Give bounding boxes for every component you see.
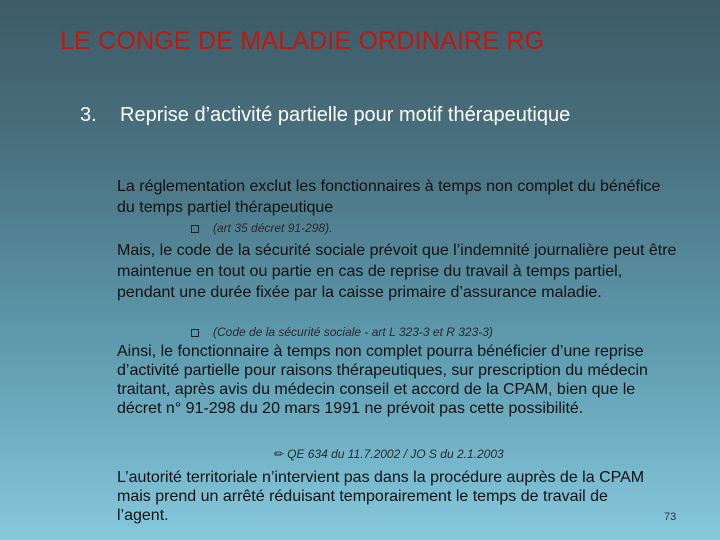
reference-decret-text: (art 35 décret 91-298). xyxy=(213,221,333,235)
paragraph-code-securite-sociale: Mais, le code de la sécurité sociale prévoit que l’indemnité journalière peut être maintenue en tout ou partie en cas de reprise du travail à temps partiel, pendant une durée fixée par la caisse primaire d’assurance maladie. xyxy=(117,242,677,301)
section-heading-text: Reprise d’activité partielle pour motif thérapeutique xyxy=(120,104,571,126)
paragraph-autorite: L’autorité territoriale n’intervient pas dans la procédure auprès de la CPAM mais prend un arrêté réduisant temporairement le temps de travail de l’agent. xyxy=(117,469,645,524)
paragraph-exclusion: La réglementation exclut les fonctionnaires à temps non complet du bénéfice du temps partiel thérapeutique xyxy=(117,178,661,216)
section-number: 3. xyxy=(80,104,97,126)
paragraph-ainsi: Ainsi, le fonctionnaire à temps non complet pourra bénéficier d’une reprise d’activité partielle pour raisons thérapeutiques, sur prescription du médecin traitant, après avis du médecin conseil et accord de la CPAM, bien que le décret n° 91-298 du 20 mars 1991 ne prévoit pas cette possibilité. xyxy=(117,343,648,417)
reference-qe xyxy=(274,447,504,461)
reference-qe-text: QE 634 du 11.7.2002 / JO S du 2.1.2003 xyxy=(287,447,504,461)
page-number: 73 xyxy=(664,511,677,523)
slide-title: LE CONGE DE MALADIE ORDINAIRE RG xyxy=(60,27,545,55)
reference-code-text: (Code de la sécurité sociale - art L 323-3 et R 323-3) xyxy=(213,325,493,339)
checkbox-bullet-icon xyxy=(191,225,199,233)
pencil-icon: ✏ xyxy=(274,447,285,461)
reference-code xyxy=(191,325,493,339)
checkbox-bullet-icon xyxy=(191,329,199,337)
reference-decret xyxy=(191,221,332,235)
